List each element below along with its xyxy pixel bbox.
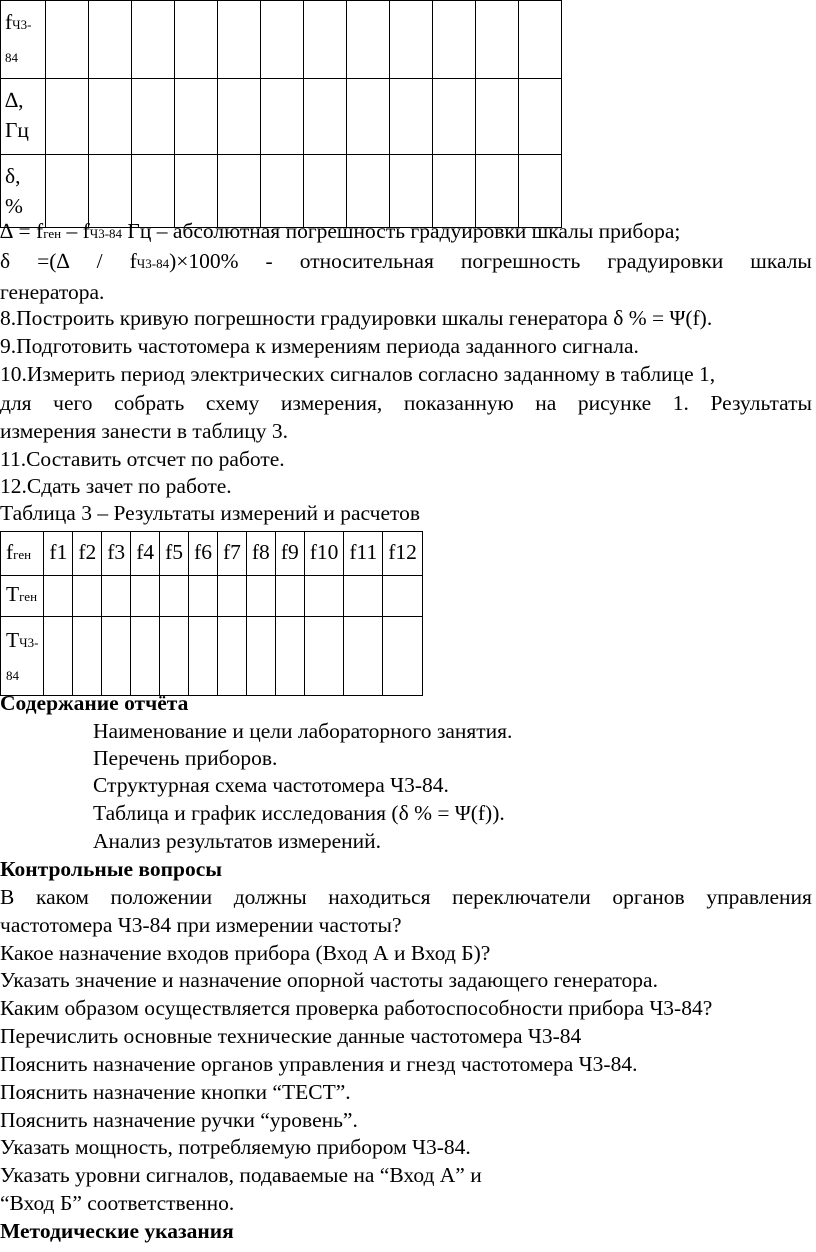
header-cell: f9 <box>275 532 304 576</box>
report-item: Наименование и цели лабораторного занятия. <box>93 719 513 743</box>
empty-cell <box>175 79 218 155</box>
item-10-line-3: измерения занести в таблицу 3. <box>0 419 288 443</box>
question-6: Пояснить назначение органов управления и гнезд частотомера Ч3-84. <box>0 1052 638 1076</box>
question-3: Указать значение и назначение опорной частоты задающего генератора. <box>0 968 658 992</box>
empty-cell <box>261 79 304 155</box>
empty-cell <box>189 617 218 696</box>
empty-cell <box>246 617 275 696</box>
empty-cell <box>390 79 433 155</box>
empty-cell <box>131 617 160 696</box>
question-1-line-2: частотомера Ч3-84 при измерении частоты? <box>0 913 402 937</box>
empty-cell <box>261 155 304 228</box>
table-row <box>1 155 562 228</box>
empty-cell <box>347 79 390 155</box>
report-item: Таблица и график исследования (δ % = Ψ(f)). <box>93 801 505 825</box>
empty-cell <box>304 1 347 79</box>
empty-cell <box>175 1 218 79</box>
report-heading: Содержание отчёта <box>0 691 189 715</box>
empty-cell <box>519 1 562 79</box>
item-11: 11.Составить отсчет по работе. <box>0 447 285 471</box>
row-label-delta: ∆, Гц <box>1 79 46 155</box>
empty-cell <box>433 1 476 79</box>
empty-cell <box>275 617 304 696</box>
question-9: Указать мощность, потребляемую прибором Ч3-84. <box>0 1135 471 1159</box>
report-item: Перечень приборов. <box>93 746 278 770</box>
empty-cell <box>44 617 73 696</box>
empty-cell <box>390 1 433 79</box>
item-10-line-1: 10.Измерить период электрических сигналов согласно заданному в таблице 1, <box>0 362 716 386</box>
empty-cell <box>132 1 175 79</box>
report-item: Анализ результатов измерений. <box>93 829 382 853</box>
table-row <box>1 617 423 696</box>
empty-cell <box>46 79 89 155</box>
empty-cell <box>218 79 261 155</box>
empty-cell <box>383 576 423 617</box>
empty-cell <box>102 617 131 696</box>
table-header-row <box>1 532 423 576</box>
question-1-line-1: В каком положении должны находиться переключатели органов управления <box>0 885 812 909</box>
empty-cell <box>390 155 433 228</box>
empty-cell <box>46 1 89 79</box>
empty-cell <box>519 79 562 155</box>
empty-cell <box>217 617 246 696</box>
empty-cell <box>132 79 175 155</box>
header-cell: f11 <box>344 532 383 576</box>
question-5: Перечислить основные технические данные частотомера Ч3-84 <box>0 1024 582 1048</box>
empty-cell <box>46 155 89 228</box>
header-f-gen: fген <box>1 532 44 576</box>
header-cell: f2 <box>73 532 102 576</box>
empty-cell <box>275 576 304 617</box>
empty-cell <box>89 1 132 79</box>
method-heading: Методические указания <box>0 1219 234 1243</box>
row-label-f-ch3-84: fЧ3- 84 <box>1 1 46 79</box>
empty-cell <box>261 1 304 79</box>
empty-cell <box>519 155 562 228</box>
results-table-3 <box>0 531 423 696</box>
table3-caption: Таблица 3 – Результаты измерений и расчетов <box>0 501 421 525</box>
item-12: 12.Сдать зачет по работе. <box>0 474 232 498</box>
empty-cell <box>246 576 275 617</box>
empty-cell <box>476 1 519 79</box>
empty-cell <box>73 576 102 617</box>
empty-cell <box>131 576 160 617</box>
question-4: Каким образом осуществляется проверка работоспособности прибора Ч3-84? <box>0 996 713 1020</box>
empty-cell <box>344 576 383 617</box>
empty-cell <box>383 617 423 696</box>
empty-cell <box>217 576 246 617</box>
table-row <box>1 79 562 155</box>
empty-cell <box>218 155 261 228</box>
empty-cell <box>304 79 347 155</box>
question-2: Какое назначение входов прибора (Вход А и Вход Б)? <box>0 941 491 965</box>
delta-rel-definition: δ =(∆ / fЧ3-84)×100% - относительная погрешность градуировки шкалы <box>0 249 812 273</box>
empty-cell <box>132 155 175 228</box>
empty-cell <box>160 576 189 617</box>
empty-cell <box>189 576 218 617</box>
header-cell: f8 <box>246 532 275 576</box>
empty-cell <box>347 1 390 79</box>
empty-cell <box>304 617 344 696</box>
question-10-line-1: Указать уровни сигналов, подаваемые на “Вход А” и <box>0 1163 482 1187</box>
empty-cell <box>476 79 519 155</box>
empty-cell <box>304 576 344 617</box>
header-cell: f7 <box>217 532 246 576</box>
row-label-t-gen: Tген <box>1 576 44 617</box>
header-cell: f3 <box>102 532 131 576</box>
empty-cell <box>433 79 476 155</box>
empty-cell <box>476 155 519 228</box>
report-item: Структурная схема частотомера Ч3-84. <box>93 773 449 797</box>
header-cell: f6 <box>189 532 218 576</box>
empty-cell <box>89 155 132 228</box>
empty-cell <box>175 155 218 228</box>
empty-cell <box>433 155 476 228</box>
header-cell: f1 <box>44 532 73 576</box>
empty-cell <box>344 617 383 696</box>
question-7: Пояснить назначение кнопки “ТЕСТ”. <box>0 1080 351 1104</box>
empty-cell <box>73 617 102 696</box>
question-8: Пояснить назначение ручки “уровень”. <box>0 1108 358 1132</box>
empty-cell <box>44 576 73 617</box>
header-cell: f5 <box>160 532 189 576</box>
delta-abs-definition: ∆ = fген – fЧ3-84 Гц – абсолютная погрешность градуировки шкалы прибора; <box>0 219 681 243</box>
item-9: 9.Подготовить частотомера к измерениям периода заданного сигнала. <box>0 334 639 358</box>
empty-cell <box>304 155 347 228</box>
item-10-line-2: для чего собрать схему измерения, показанную на рисунке 1. Результаты <box>0 391 812 415</box>
empty-cell <box>160 617 189 696</box>
header-cell: f12 <box>383 532 423 576</box>
row-label-delta-rel: δ, % <box>1 155 46 228</box>
table-row <box>1 576 423 617</box>
empty-cell <box>89 79 132 155</box>
header-cell: f10 <box>304 532 344 576</box>
row-label-t-ch3-84: TЧ3- 84 <box>1 617 44 696</box>
delta-rel-end: генератора. <box>0 280 105 304</box>
empty-cell <box>102 576 131 617</box>
questions-heading: Контрольные вопросы <box>0 857 223 881</box>
empty-cell <box>347 155 390 228</box>
empty-cell <box>218 1 261 79</box>
measurement-table-top <box>0 0 562 228</box>
header-cell: f4 <box>131 532 160 576</box>
table-row <box>1 1 562 79</box>
item-8: 8.Построить кривую погрешности градуировки шкалы генератора δ % = Ψ(f). <box>0 306 713 330</box>
question-10-line-2: “Вход Б” соответственно. <box>0 1191 235 1215</box>
